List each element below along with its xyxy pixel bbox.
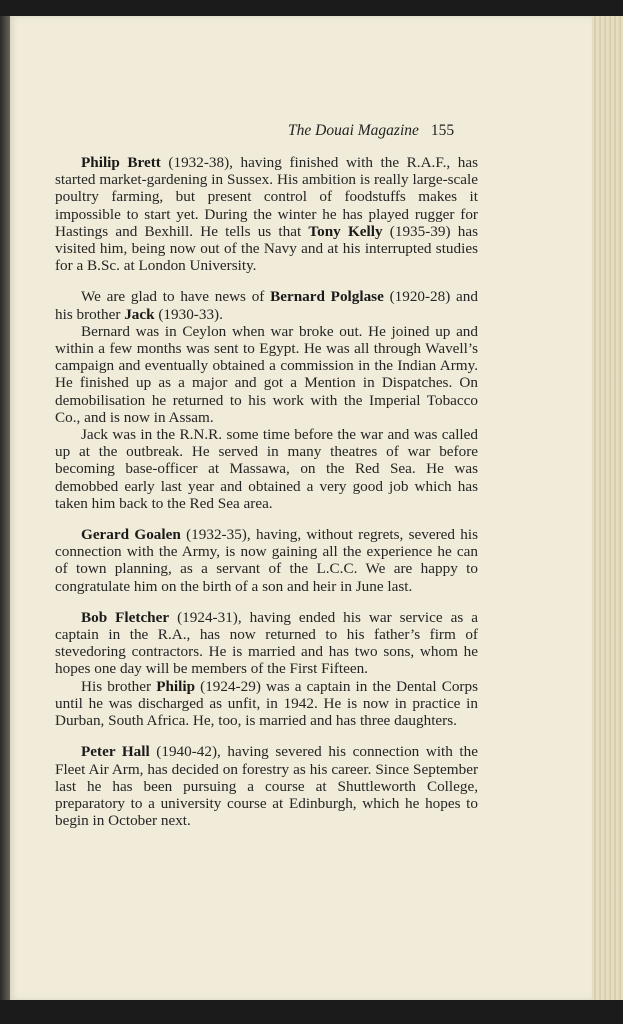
- entry-paragraph: [55, 154, 478, 274]
- entry-paragraph: [55, 609, 478, 678]
- page-edges: [592, 16, 623, 1000]
- person-name: Tony Kelly: [308, 222, 383, 240]
- alumni-entry: [55, 743, 478, 829]
- entry-text: (1930-33).: [154, 305, 223, 323]
- running-header: [288, 122, 478, 140]
- entry-text: (1935-39) has visited him, being now out of the Navy and at his interrupted studies for a B.Sc. at London University.: [55, 222, 478, 275]
- person-name: Jack: [124, 305, 155, 323]
- person-name: Gerard Goalen: [81, 526, 181, 544]
- entry-text: (1924-29) was a captain in the Dental Corps until he was discharged as unfit, in 1942. He is now in practice in Durban, South Africa. He, too, is married and has three daughters.: [55, 677, 478, 730]
- alumni-entry: [55, 288, 478, 512]
- entry-paragraph: [55, 288, 478, 322]
- entry-paragraph: [55, 426, 478, 512]
- book-binding-shadow: [0, 16, 10, 1000]
- entry-text: (1940-42), having severed his connection with the Fleet Air Arm, has decided on forestry as his career. Since September last he has been pursuing a course at Shuttleworth College, preparatory to a university course at Edinburgh, which he hopes to begin in October next.: [55, 743, 478, 830]
- publication-title: The Douai Magazine: [288, 122, 419, 139]
- entry-paragraph: [55, 678, 478, 730]
- entry-paragraph: [55, 323, 478, 426]
- entry-text: (1932-35), having, without regrets, severed his connection with the Army, is now gaining all the experience he can of town planning, as a servant of the L.C.C. We are happy to congratulate him on the birth of a son and heir in June last.: [55, 526, 479, 595]
- entry-paragraph: [55, 526, 478, 595]
- article-body: [55, 154, 478, 843]
- entry-text: His brother: [81, 677, 157, 695]
- person-name: Bernard Polglase: [270, 288, 384, 306]
- entry-paragraph: [55, 743, 478, 829]
- alumni-entry: [55, 526, 478, 595]
- person-name: Bob Fletcher: [81, 608, 170, 626]
- entry-text: We are glad to have news of: [81, 288, 271, 306]
- page-number: 155: [430, 122, 455, 139]
- person-name: Peter Hall: [81, 743, 150, 761]
- person-name: Philip: [156, 677, 196, 695]
- entry-text: (1932-38), having finished with the R.A.F., has started market-gardening in Sussex. His ambition is really large-scale poultry farming, but present control of foodstuffs makes it impossible to start yet. During the winter he has played rugger for Hastings and Bexhill. He tells us that: [55, 154, 478, 240]
- entry-text: Jack was in the R.N.R. some time before the war and was called up at the outbreak. He served in many theatres of war before becoming base-officer at Massawa, on the Red Sea. He was demobbed early last year and obtained a very good job which has taken him back to the Red Sea area.: [55, 426, 478, 512]
- entry-text: Bernard was in Ceylon when war broke out. He joined up and within a few months was sent to Egypt. He was all through Wavell’s campaign and eventually obtained a commission in the Indian Army. He finished up as a major and got a Mention in Dispatches. On demobilisation he returned to his work with the Imperial Tobacco Co., and is now in Assam.: [55, 322, 478, 426]
- alumni-entry: [55, 609, 478, 729]
- person-name: Philip Brett: [81, 154, 161, 171]
- alumni-entry: [55, 154, 478, 274]
- entry-text: (1924-31), having ended his war service as a captain in the R.A., has now returned to his father’s firm of stevedoring contractors. He is married and has two sons, whom he hopes one day will be members of the First Fifteen.: [55, 608, 478, 678]
- entry-text: (1920-28) and his brother: [55, 288, 478, 323]
